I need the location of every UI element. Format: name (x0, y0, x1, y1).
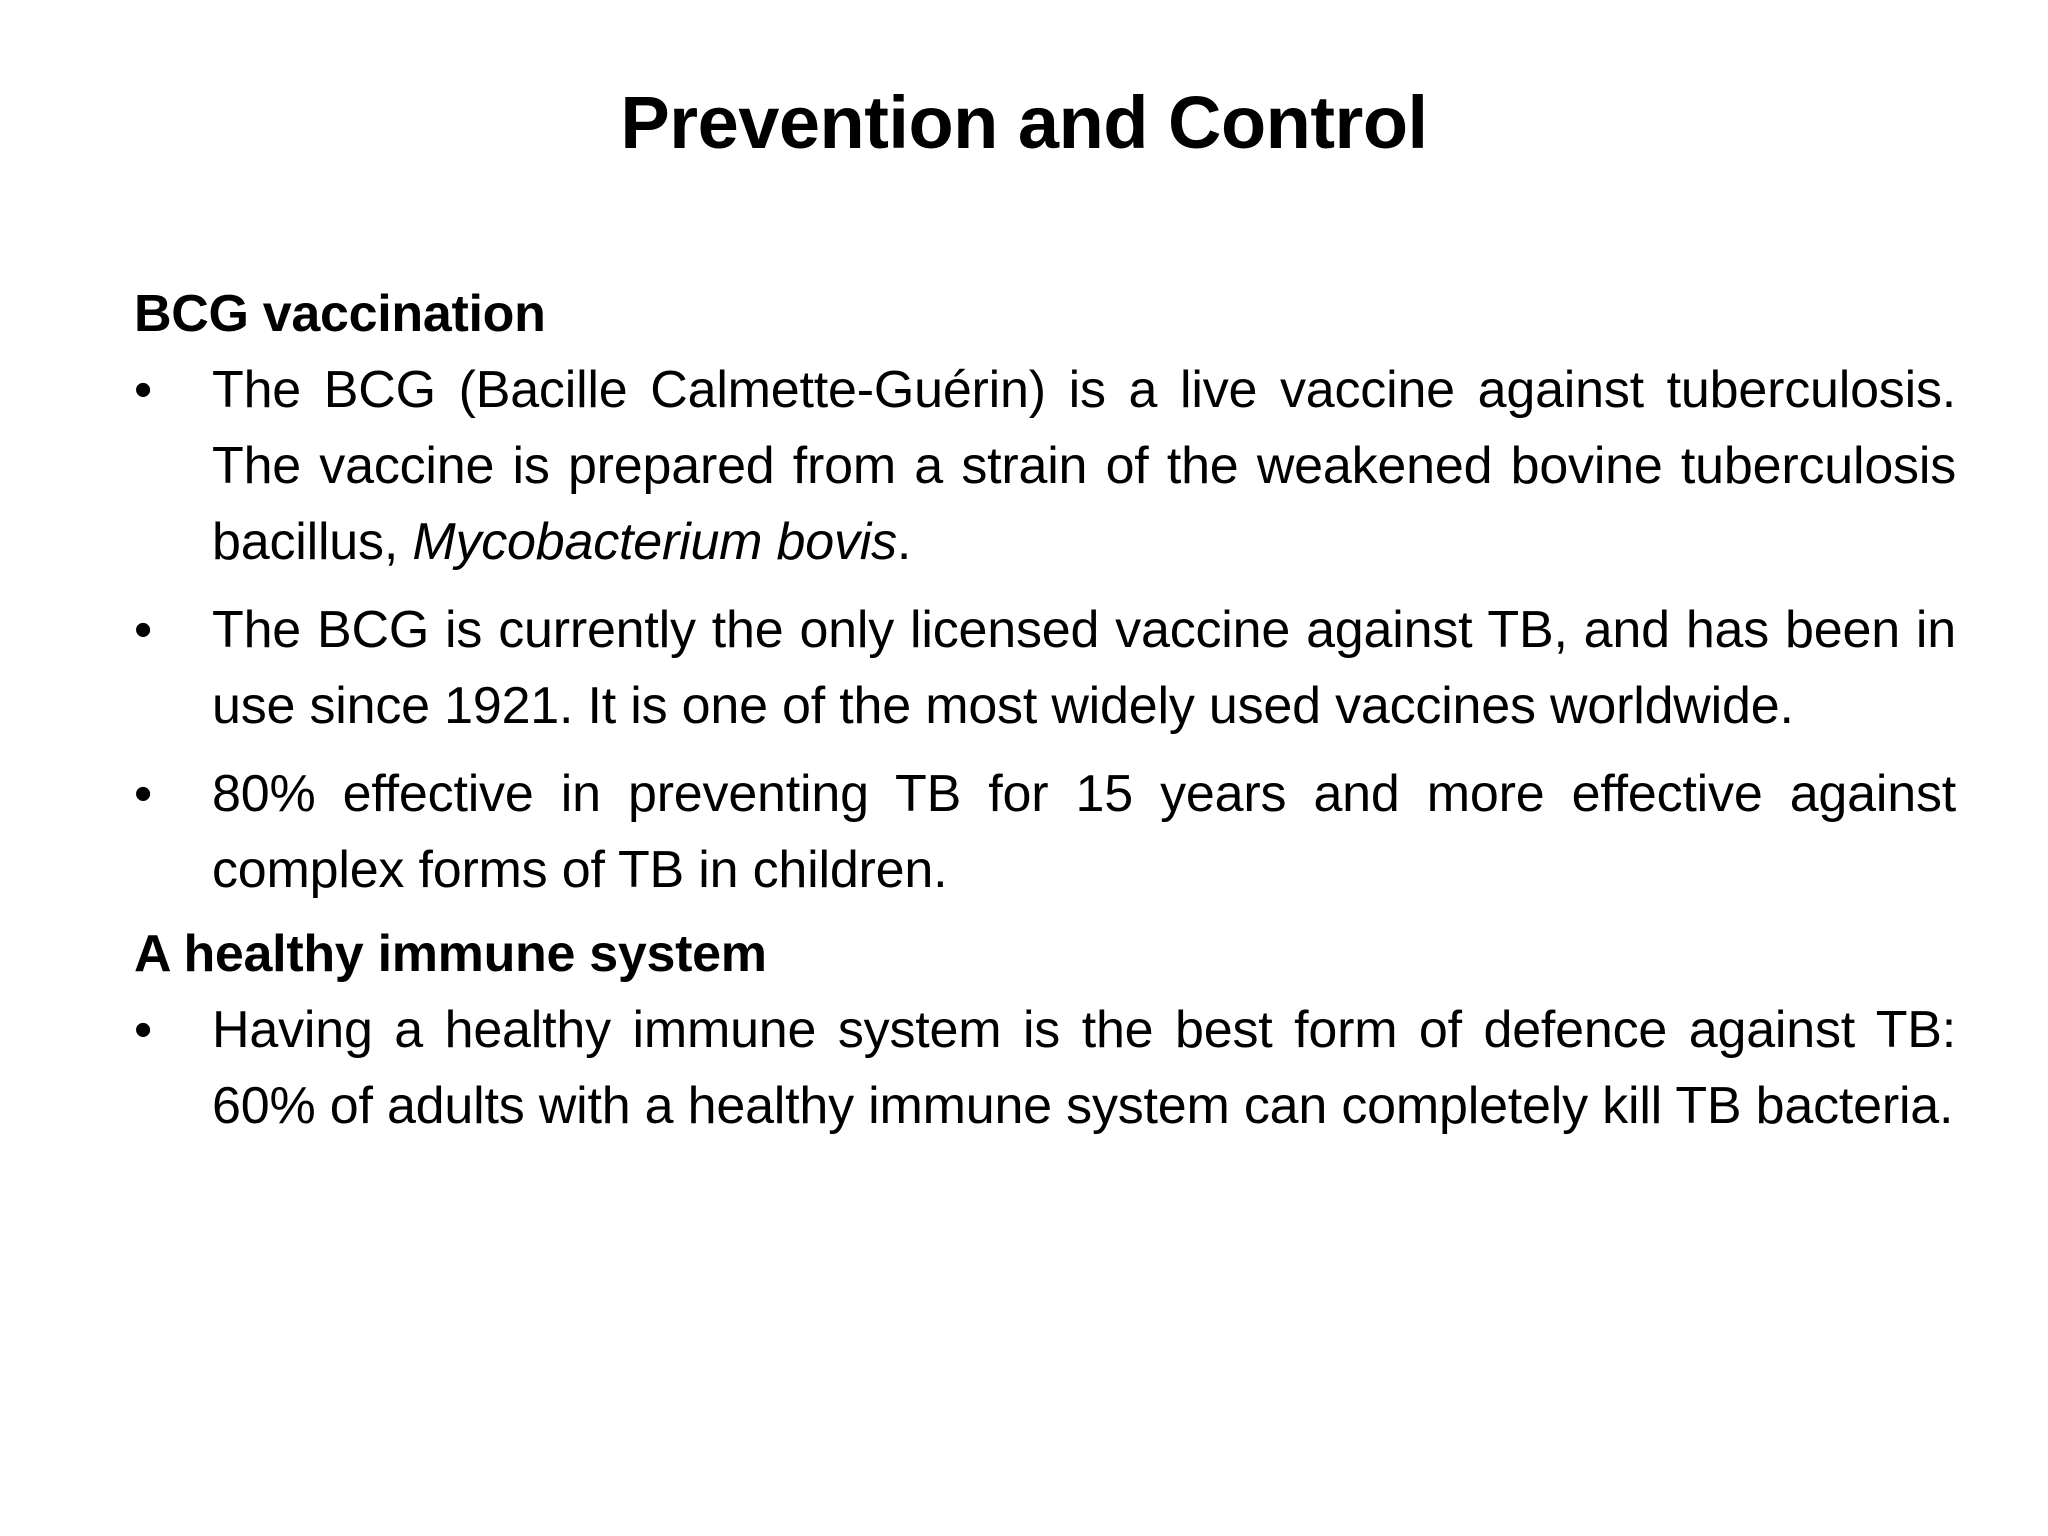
slide-title: Prevention and Control (620, 81, 1428, 164)
bullet-text-before: The BCG (Bacille Calmette-Guérin) is a live vaccine against tuberculosis. The vaccine is prepared from a strain of the weakened bovine tuberculosis bacillus, (212, 361, 1956, 571)
bullet-marker: • (134, 1001, 153, 1059)
section-heading-bcg: BCG vaccination (134, 285, 546, 343)
bullet-marker: • (134, 361, 153, 419)
bullet-item (134, 592, 1956, 744)
bullet-text: Having a healthy immune system is the best form of defence against TB: 60% of adults with a healthy immune system can completely kill TB bacteria. (212, 1001, 1956, 1135)
bullet-marker: • (134, 601, 153, 659)
bullet-text-italic: Mycobacterium bovis (412, 513, 897, 571)
bullet-text (212, 352, 1956, 580)
bullet-item (134, 992, 1956, 1144)
bullet-marker: • (134, 765, 153, 823)
bullet-item (134, 352, 1956, 580)
bullet-text: The BCG is currently the only licensed vaccine against TB, and has been in use since 1921. It is one of the most widely used vaccines worldwide. (212, 601, 1956, 735)
section-heading-immune: A healthy immune system (134, 925, 767, 983)
bullet-item (134, 756, 1956, 908)
slide-content (134, 276, 1956, 1156)
bullet-text: 80% effective in preventing TB for 15 years and more effective against complex forms of TB in children. (212, 765, 1956, 899)
bullet-text-after: . (896, 513, 912, 571)
